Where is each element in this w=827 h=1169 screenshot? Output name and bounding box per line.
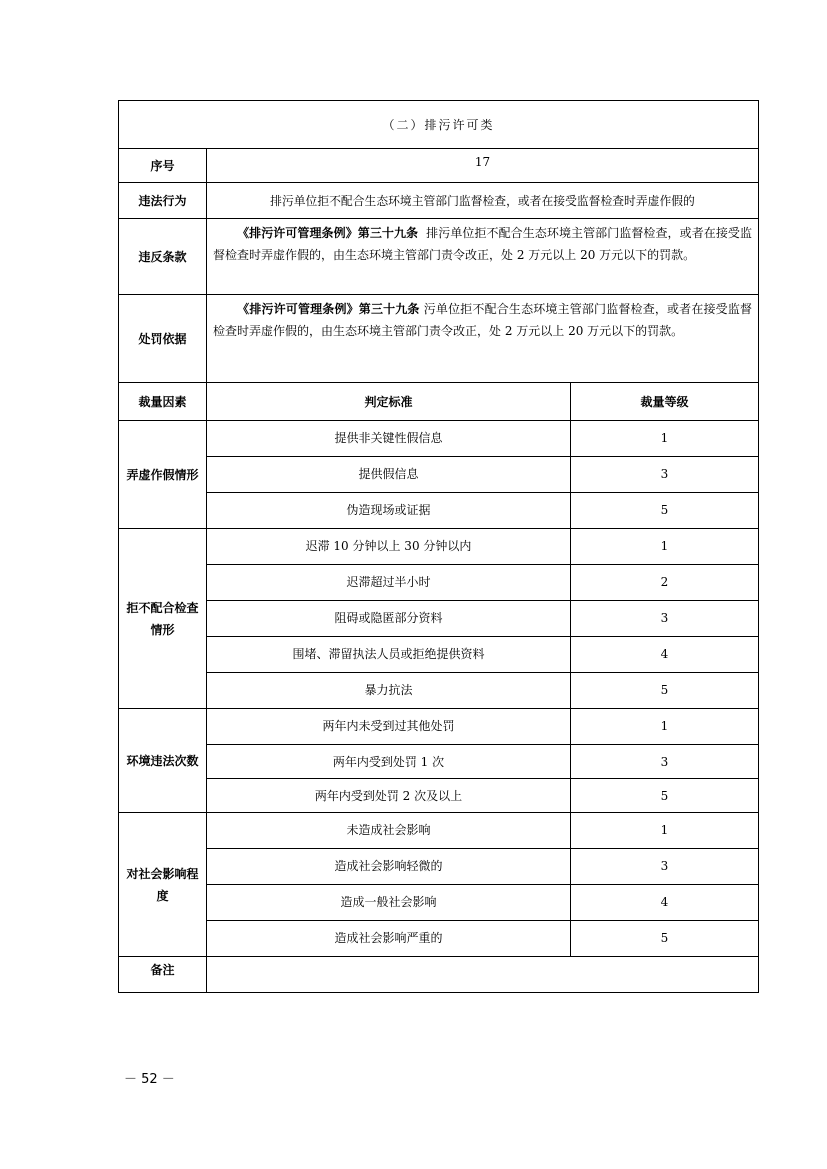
criterion-cell: 提供假信息 (207, 457, 571, 493)
level-cell: 3 (571, 849, 759, 885)
penalty-basis-text (207, 295, 759, 383)
violated-clause-ref: 《排污许可管理条例》第三十九条 (237, 226, 419, 240)
table-row (119, 673, 759, 709)
table-row (119, 421, 759, 457)
violation-act-value: 排污单位拒不配合生态环境主管部门监督检查，或者在接受监督检查时弄虚作假的 (207, 183, 759, 219)
violated-clause-text (207, 219, 759, 295)
seq-value: 17 (207, 149, 759, 183)
table-row (119, 849, 759, 885)
table-row (119, 565, 759, 601)
table-row (119, 885, 759, 921)
table-row (119, 745, 759, 779)
level-cell: 4 (571, 637, 759, 673)
remark-label: 备注 (119, 957, 207, 993)
factor-group-name: 拒不配合检查情形 (119, 529, 207, 709)
criterion-cell: 伪造现场或证据 (207, 493, 571, 529)
table-row (119, 637, 759, 673)
header-standard: 判定标准 (207, 383, 571, 421)
level-cell: 1 (571, 813, 759, 849)
table-row (119, 709, 759, 745)
criterion-cell: 暴力抗法 (207, 673, 571, 709)
criterion-cell: 造成社会影响严重的 (207, 921, 571, 957)
table-row (119, 529, 759, 565)
table-row (119, 493, 759, 529)
criterion-cell: 两年内未受到过其他处罚 (207, 709, 571, 745)
level-cell: 5 (571, 673, 759, 709)
remark-value (207, 957, 759, 993)
penalty-basis-ref: 《排污许可管理条例》第三十九条 (237, 302, 420, 316)
level-cell: 3 (571, 745, 759, 779)
criterion-cell: 提供非关键性假信息 (207, 421, 571, 457)
table-row (119, 813, 759, 849)
level-cell: 4 (571, 885, 759, 921)
criterion-cell: 迟滞超过半小时 (207, 565, 571, 601)
level-cell: 3 (571, 601, 759, 637)
table-title: （二）排污许可类 (119, 101, 759, 149)
seq-label: 序号 (119, 149, 207, 183)
page-number: － 52 － (124, 1072, 175, 1087)
level-cell: 3 (571, 457, 759, 493)
table-row (119, 779, 759, 813)
violation-act-label: 违法行为 (119, 183, 207, 219)
header-level: 裁量等级 (571, 383, 759, 421)
criterion-cell: 围堵、滞留执法人员或拒绝提供资料 (207, 637, 571, 673)
penalty-basis-body: 污单位拒不配合生态环境主管部门监督检查，或者在接受监督检查时弄虚作假的，由生态环境主管部门责令改正，处 2 万元以上 20 万元以下的罚款。 (213, 302, 752, 338)
violated-clause-label: 违反条款 (119, 219, 207, 295)
table-row (119, 457, 759, 493)
penalty-discretion-table (118, 100, 759, 993)
level-cell: 5 (571, 779, 759, 813)
table-row (119, 921, 759, 957)
factor-group-name: 对社会影响程度 (119, 813, 207, 957)
criterion-cell: 两年内受到处罚 1 次 (207, 745, 571, 779)
penalty-basis-label: 处罚依据 (119, 295, 207, 383)
level-cell: 1 (571, 421, 759, 457)
level-cell: 1 (571, 709, 759, 745)
factor-group-name: 弄虚作假情形 (119, 421, 207, 529)
criterion-cell: 未造成社会影响 (207, 813, 571, 849)
level-cell: 1 (571, 529, 759, 565)
factor-group-name: 环境违法次数 (119, 709, 207, 813)
table-row (119, 601, 759, 637)
criterion-cell: 阻碍或隐匿部分资料 (207, 601, 571, 637)
level-cell: 5 (571, 493, 759, 529)
criterion-cell: 造成社会影响轻微的 (207, 849, 571, 885)
header-factor: 裁量因素 (119, 383, 207, 421)
criterion-cell: 两年内受到处罚 2 次及以上 (207, 779, 571, 813)
criterion-cell: 造成一般社会影响 (207, 885, 571, 921)
violated-clause-body: 排污单位拒不配合生态环境主管部门监督检查，或者在接受监督检查时弄虚作假的，由生态环境主管部门责令改正，处 2 万元以上 20 万元以下的罚款。 (213, 226, 752, 262)
level-cell: 5 (571, 921, 759, 957)
criterion-cell: 迟滞 10 分钟以上 30 分钟以内 (207, 529, 571, 565)
level-cell: 2 (571, 565, 759, 601)
